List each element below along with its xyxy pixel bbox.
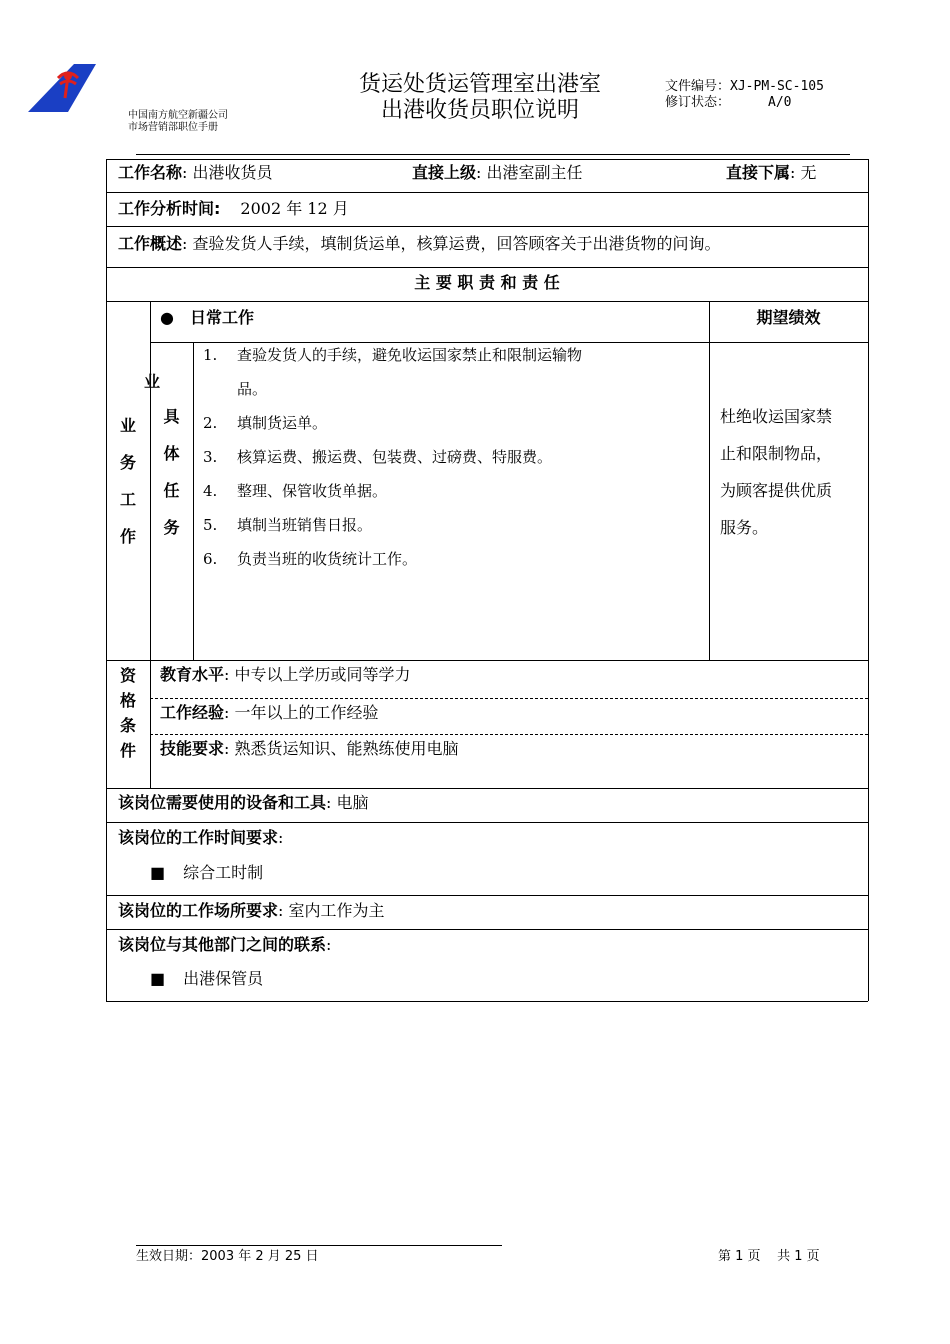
performance-line: 杜绝收运国家禁 [720, 407, 833, 426]
task-text: 整理、保管收货单据。 [237, 482, 388, 500]
vertical-char: 体 [163, 444, 180, 463]
task-item [203, 345, 703, 365]
performance-line: 止和限制物品， [720, 444, 833, 463]
revision-value: A/0 [768, 95, 792, 110]
vertical-char: 工 [119, 490, 136, 509]
analysis-time-value: 2002 年 12 月 [240, 199, 349, 218]
education-value: 中专以上学历或同等学力 [234, 665, 411, 684]
effective-date [136, 1249, 319, 1265]
experience-value: 一年以上的工作经验 [234, 703, 379, 722]
vertical-char: 资 [119, 666, 136, 685]
vertical-char: 作 [119, 527, 136, 546]
vertical-char: 具 [163, 407, 180, 426]
job-name-value: 出港收货员 [192, 163, 273, 182]
bullet-dot-icon: ● [160, 308, 174, 327]
skill-requirements: 技能要求: 熟悉货运知识、能熟练使用电脑 [160, 739, 459, 758]
vertical-char: 件 [119, 741, 136, 760]
department-relations-item [150, 969, 263, 989]
vertical-char: 格 [119, 691, 136, 710]
direct-subordinate: 直接下属: 无 [726, 163, 817, 182]
task-item [203, 447, 703, 467]
department-relations-value: 出港保管员 [183, 969, 264, 988]
working-hours-value: 综合工时制 [183, 863, 264, 882]
equipment-requirements: 该岗位需要使用的设备和工具: 电脑 [118, 793, 369, 812]
direct-subordinate-value: 无 [800, 163, 817, 182]
vertical-char: 务 [119, 453, 136, 472]
direct-superior-value: 出港室副主任 [486, 163, 583, 182]
analysis-time: 工作分析时间: 2002 年 12 月 [118, 199, 349, 218]
expected-performance-text [720, 398, 866, 546]
task-number: 6. [203, 550, 218, 568]
task-text-continued: 品。 [237, 380, 268, 398]
business-work-label [106, 407, 150, 555]
task-text: 负责当班的收货统计工作。 [237, 550, 418, 568]
task-number: 3. [203, 448, 218, 466]
revision-label: 修订状态： [665, 95, 731, 110]
job-overview: 工作概述: 查验发货人手续，填制货运单，核算运费，回答顾客关于出港货物的问询。 [118, 234, 721, 253]
task-text: 查验发货人的手续，避免收运国家禁止和限制运输物 [237, 346, 583, 364]
vertical-char: 条 [119, 716, 136, 735]
square-bullet-icon: ■ [150, 863, 166, 882]
task-item [203, 549, 703, 569]
page-title: 货运处货运管理室出港室 [358, 72, 601, 97]
workplace-requirements: 该岗位的工作场所要求: 室内工作为主 [118, 901, 385, 920]
doc-number-value: XJ-PM-SC-105 [730, 79, 824, 94]
square-bullet-icon: ■ [150, 969, 166, 988]
work-experience: 工作经验: 一年以上的工作经验 [160, 703, 379, 722]
job-overview-value: 查验发货人手续，填制货运单，核算运费，回答顾客关于出港货物的问询。 [192, 234, 721, 253]
expected-performance-header: 期望绩效 [756, 308, 821, 327]
equipment-value: 电脑 [336, 793, 369, 812]
direct-superior: 直接上级: 出港室副主任 [412, 163, 583, 182]
task-number: 2. [203, 414, 218, 432]
task-list [203, 345, 703, 569]
revision-status [665, 95, 792, 111]
footer-rule [136, 1245, 502, 1246]
header-rule [136, 154, 850, 155]
task-number: 5. [203, 516, 218, 534]
task-item [203, 413, 703, 433]
manual-name: 市场营销部职位手册 [128, 122, 218, 133]
task-text: 填制货运单。 [237, 414, 328, 432]
workplace-value: 室内工作为主 [288, 901, 385, 920]
page-subtitle: 出港收货员职位说明 [380, 98, 579, 123]
doc-number [665, 79, 824, 95]
page-number: 第 1 页 共 1 页 [718, 1249, 820, 1264]
task-number: 4. [203, 482, 218, 500]
duties-section-title: 主 要 职 责 和 责 任 [414, 273, 560, 292]
task-item [203, 515, 703, 535]
job-name: 工作名称: 出港收货员 [118, 163, 273, 182]
task-text: 填制当班销售日报。 [237, 516, 373, 534]
effective-date-label: 生效日期： [136, 1249, 202, 1264]
department-relations-label: 该岗位与其他部门之间的联系: [118, 935, 332, 954]
daily-work-header [160, 308, 254, 328]
doc-number-label: 文件编号： [665, 79, 731, 94]
task-number: 1. [203, 346, 218, 364]
stray-char: 业 [144, 372, 161, 391]
effective-date-value: 2003 年 2 月 25 日 [201, 1249, 319, 1264]
working-hours-label: 该岗位的工作时间要求: [118, 828, 284, 847]
vertical-char: 务 [163, 518, 180, 537]
skills-value: 熟悉货运知识、能熟练使用电脑 [234, 739, 459, 758]
performance-line: 服务。 [720, 518, 769, 537]
working-hours-item [150, 863, 263, 883]
vertical-char: 任 [163, 481, 180, 500]
education-level: 教育水平: 中专以上学历或同等学力 [160, 665, 411, 684]
specific-tasks-label [150, 398, 193, 546]
performance-line: 为顾客提供优质 [720, 481, 833, 500]
company-logo [28, 64, 96, 112]
daily-work-label: 日常工作 [189, 308, 254, 327]
company-name: 中国南方航空新疆公司 [128, 110, 228, 121]
task-item [203, 481, 703, 501]
vertical-char: 业 [119, 416, 136, 435]
qualifications-label [106, 663, 150, 763]
task-text: 核算运费、搬运费、包装费、过磅费、特服费。 [237, 448, 553, 466]
